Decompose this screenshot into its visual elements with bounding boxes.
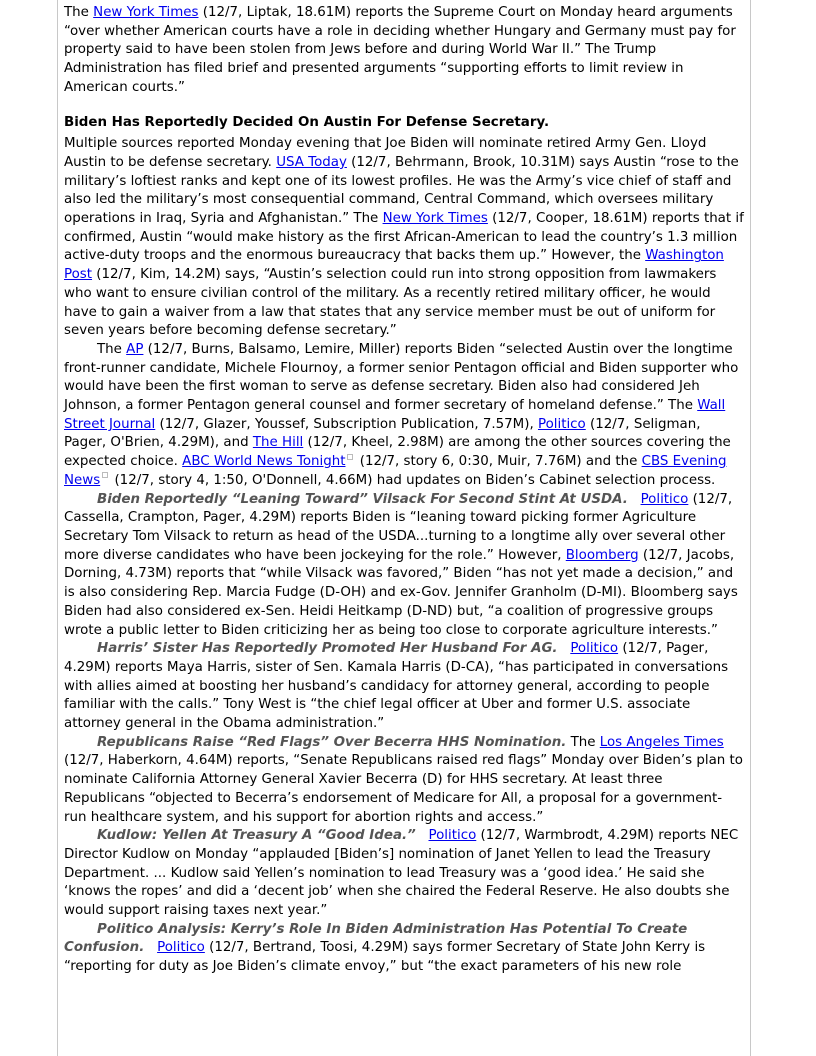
text: (12/7, Liptak, 18.61M) reports the Supreme Court on Monday heard arguments “over whether American courts have a role in deciding whether Hungary and Germany must pay for property said to have been stolen from Jews before and during World War II.” The Trump Administration has filed brief and presented arguments “supporting efforts to limit review in American courts.” <box>64 5 736 95</box>
subheadline-vilsack: Biden Reportedly “Leaning Toward” Vilsack For Second Stint At USDA. <box>97 491 628 507</box>
link-new-york-times[interactable]: New York Times <box>382 211 488 227</box>
paragraph-supreme-court <box>64 4 744 98</box>
link-washington-post[interactable]: Washington Post <box>64 248 724 283</box>
text: (12/7, Behrmann, Brook, 10.31M) says Austin “rose to the military’s loftiest ranks and kept one of its lowest profiles. He was the Army’s vice chief of staff and also led the military’s most consequential command, Central Command, which oversees military operations in Iraq, Syria and Afghanistan.” The <box>64 154 739 227</box>
video-marker-icon <box>347 454 353 460</box>
text: (12/7, Kim, 14.2M) says, “Austin’s selection could run into strong opposition from lawmakers who want to ensure civilian control of the military. As a recently retired military officer, he would have to gain a waiver from a law that states that any service member must be out of uniform for seven years before becoming defense secretary.” <box>64 267 717 339</box>
link-ap[interactable]: AP <box>126 341 144 357</box>
text: (12/7, Haberkorn, 4.64M) reports, “Senate Republicans raised red flags” Monday over Biden’s plan to nominate California Attorney General Xavier Becerra (D) for HHS secretary. At least three Republicans “objected to Becerra’s endorsement of Medicare for All, a proposal for a government-run healthcare system, and his support for abortion rights and access.” <box>64 753 743 825</box>
text: (12/7, Pager, 4.29M) reports Maya Harris, sister of Sen. Kamala Harris (D-CA), “has participated in conversations with allies aimed at boosting her husband’s candidacy for attorney general, according to people familiar with the calls.” Tony West is “the chief legal officer at Uber and former U.S. associate attorney general in the Obama administration.” <box>64 641 729 732</box>
text: (12/7, Cassella, Crampton, Pager, 4.29M) reports Biden is “leaning toward picking former Agriculture Secretary Tom Vilsack to return as head of the USDA...turning to a longtime ally over several other more diverse candidates who have been jockeying for the role.” However, <box>64 491 733 563</box>
text: The <box>97 341 127 357</box>
text: The <box>64 5 94 20</box>
link-bloomberg[interactable]: Bloomberg <box>565 547 639 563</box>
text: (12/7, Jacobs, Dorning, 4.73M) reports that “while Vilsack was favored,” Biden “has not yet made a decision,” and is also considering Rep. Marcia Fudge (D-OH) and ex-Gov. Jennifer Granholm (D-MI). Bloomberg says Biden had also considered ex-Sen. Heidi Heitkamp (D-ND) but, “a coalition of progressive groups wrote a public letter to Biden criticizing her as being too close to corporate agriculture interests.” <box>64 547 738 638</box>
link-politico[interactable]: Politico <box>157 940 205 956</box>
link-the-hill[interactable]: The Hill <box>252 435 304 451</box>
headline-austin: Biden Has Reportedly Decided On Austin For Defense Secretary. <box>64 114 550 130</box>
paragraph-ap <box>64 341 744 491</box>
subheadline-harris-sister: Harris’ Sister Has Reportedly Promoted Her Husband For AG. <box>97 641 558 657</box>
link-los-angeles-times[interactable]: Los Angeles Times <box>599 734 724 750</box>
text: (12/7, Warmbrodt, 4.29M) reports NEC Director Kudlow on Monday “applauded [Biden’s] nomination of Janet Yellen to lead the Treasury Department. ... Kudlow said Yellen’s nomination to lead Treasury was a ‘good idea.’ He said she ‘knows the ropes’ and did a ‘decent job’ when she chaired the Federal Reserve. He also doubts she would support raising taxes next year.” <box>64 828 739 919</box>
subheadline-becerra: Republicans Raise “Red Flags” Over Becerra HHS Nomination. <box>97 734 567 750</box>
link-cbs-evening-news[interactable]: CBS Evening News <box>64 454 727 488</box>
video-marker-icon <box>102 472 108 478</box>
paragraph-kudlow <box>64 827 744 921</box>
paragraph-becerra <box>64 734 744 828</box>
link-usa-today[interactable]: USA Today <box>276 154 347 170</box>
text: (12/7, story 6, 0:30, Muir, 7.76M) and the <box>355 454 642 470</box>
link-wall-street-journal[interactable]: Wall Street Journal <box>64 398 726 432</box>
text: (12/7, Kheel, 2.98M) are among the other sources covering the expected choice. <box>64 435 731 470</box>
text: Multiple sources reported Monday evening that Joe Biden will nominate retired Army Gen. Lloyd Austin to be defense secretary. <box>64 136 707 170</box>
text: (12/7, Bertrand, Toosi, 4.29M) says former Secretary of State John Kerry is “reporting for duty as Joe Biden’s climate envoy,” but “the exact parameters of his new role <box>64 940 706 975</box>
text: (12/7, Burns, Balsamo, Lemire, Miller) reports Biden “selected Austin over the longtime front-runner candidate, Michele Flournoy, a former senior Pentagon official and Biden supporter who would have been the first woman to serve as defense secretary. Biden also had considered Jeh Johnson, a former Pentagon general counsel and former secretary of homeland defense.” The <box>64 341 739 414</box>
link-new-york-times[interactable]: New York Times <box>93 5 199 20</box>
subheadline-kudlow: Kudlow: Yellen At Treasury A “Good Idea.” <box>97 828 416 844</box>
text: The <box>566 734 600 750</box>
paragraph-harris-sister <box>64 640 744 734</box>
link-politico[interactable]: Politico <box>570 641 619 657</box>
text: (12/7, story 4, 1:50, O'Donnell, 4.66M) had updates on Biden’s Cabinet selection process. <box>110 472 716 488</box>
paragraph-austin <box>64 135 744 341</box>
paragraph-kerry <box>64 921 744 977</box>
text: (12/7, Glazer, Youssef, Subscription Publication, 7.57M), <box>155 416 538 432</box>
news-document <box>64 4 744 977</box>
link-politico[interactable]: Politico <box>428 828 477 844</box>
link-politico[interactable]: Politico <box>537 416 586 432</box>
link-abc-world-news-tonight[interactable]: ABC World News Tonight <box>182 454 346 470</box>
paragraph-vilsack <box>64 491 744 641</box>
subheadline-kerry: Politico Analysis: Kerry’s Role In Biden Administration Has Potential To Create Confusion. <box>64 921 688 956</box>
page-frame <box>57 0 751 1056</box>
text: (12/7, Cooper, 18.61M) reports that if confirmed, Austin “would make history as the first African-American to lead the country’s 1.3 million active-duty troops and the enormous bureaucracy that backs them up.” However, the <box>64 211 744 264</box>
text: (12/7, Seligman, Pager, O'Brien, 4.29M), and <box>64 416 701 451</box>
link-politico[interactable]: Politico <box>640 491 689 507</box>
